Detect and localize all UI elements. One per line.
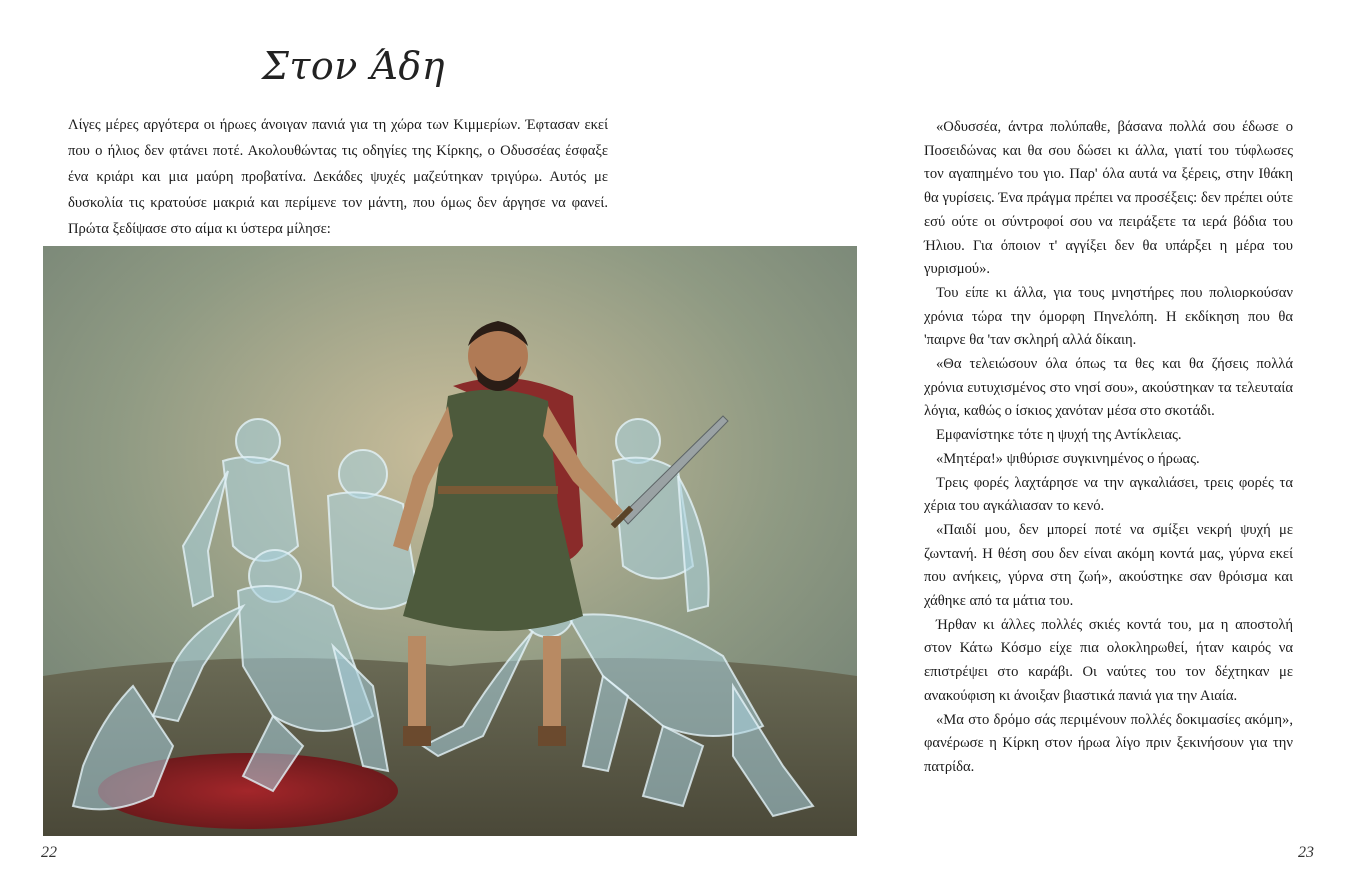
story-text [924, 116, 1293, 780]
paragraph: «Παιδί μου, δεν μπορεί ποτέ να σμίξει νεκρή ψυχή με ζωντανή. Η θέση σου δεν είναι ακόμη κοντά μας, γύρνα εκεί που ανήκεις, γύρνα στη ζωή», ακούστηκε σαν θρόισμα και χάθηκε από τα μάτια του. [924, 521, 1293, 610]
paragraph: Ήρθαν κι άλλες πολλές σκιές κοντά του, μα η αποστολή στον Κάτω Κόσμο είχε πια ολοκληρωθεί, ήταν καιρός να επιστρέψει στο καράβι. Οι ναύτες του τον δέχτηκαν με ανακούφιση κι άνοιξαν βιαστικά πανιά για την Αιαία. [924, 616, 1293, 704]
intro-paragraph: Λίγες μέρες αργότερα οι ήρωες άνοιγαν πανιά για τη χώρα των Κιμμερίων. Έφτασαν εκεί που ο ήλιος δεν φτάνει ποτέ. Ακολουθώντας τις οδηγίες της Κίρκης, ο Οδυσσέας έσφαξε ένα κριάρι και μια μαύρη προβατίνα. Δεκάδες ψυχές μαζεύτηκαν τριγύρω. Αυτός με δυσκολία τις κρατούσε μακριά και περίμενε τον μάντη, που όμως δεν άργησε να φανεί. Πρώτα ξεδίψασε στο αίμα κι ύστερα μίλησε: [68, 117, 608, 237]
paragraph: «Θα τελειώσουν όλα όπως τα θες και θα ζήσεις πολλά χρόνια ευτυχισμένος στο νησί σου», ακούστηκαν τα τελευταία λόγια, καθώς ο ίσκιος χανόταν μέσα στο σκοτάδι. [924, 356, 1293, 420]
paragraph: Τρεις φορές λαχτάρησε να την αγκαλιάσει, τρεις φορές τα χέρια του αγκάλιασαν το κενό. [924, 474, 1293, 515]
paragraph: «Μητέρα!» ψιθύρισε συγκινημένος ο ήρωας. [936, 450, 1200, 467]
paragraph: «Μα στο δρόμο σάς περιμένουν πολλές δοκιμασίες ακόμη», φανέρωσε η Κίρκη στον ήρωα λίγο πριν ξεκινήσουν για την πατρίδα. [924, 711, 1293, 775]
paragraph: «Οδυσσέα, άντρα πολύπαθε, βάσανα πολλά σου έδωσε ο Ποσειδώνας και θα σου δώσει κι άλλα, γιατί του τύφλωσες τον αγαπημένο του γιο. Παρ' όλα αυτά να ξέρεις, στην Ιθάκη θα γυρίσεις. Ένα πράγμα πρέπει να προσέξεις: δεν πρέπει ούτε εσύ ούτε οι σύντροφοί σου να πειράξετε τα ιερά βόδια του Ήλιου. Για όποιον τ' αγγίξει δεν θα υπάρξει η μέρα του γυρισμού». [924, 119, 1293, 278]
page-number-right: 23 [1298, 844, 1314, 861]
right-page [680, 0, 1360, 878]
paragraph: Του είπε κι άλλα, για τους μνηστήρες που πολιορκούσαν χρόνια τώρα την όμορφη Πηνελόπη. Η εκδίκηση που θα 'παιρνε θα 'ταν σκληρή αλλά δίκαιη. [924, 284, 1293, 349]
page-number-left: 22 [41, 844, 57, 861]
chapter-title: Στον Άδη [262, 44, 446, 88]
paragraph: Εμφανίστηκε τότε η ψυχή της Αντίκλειας. [936, 427, 1182, 444]
